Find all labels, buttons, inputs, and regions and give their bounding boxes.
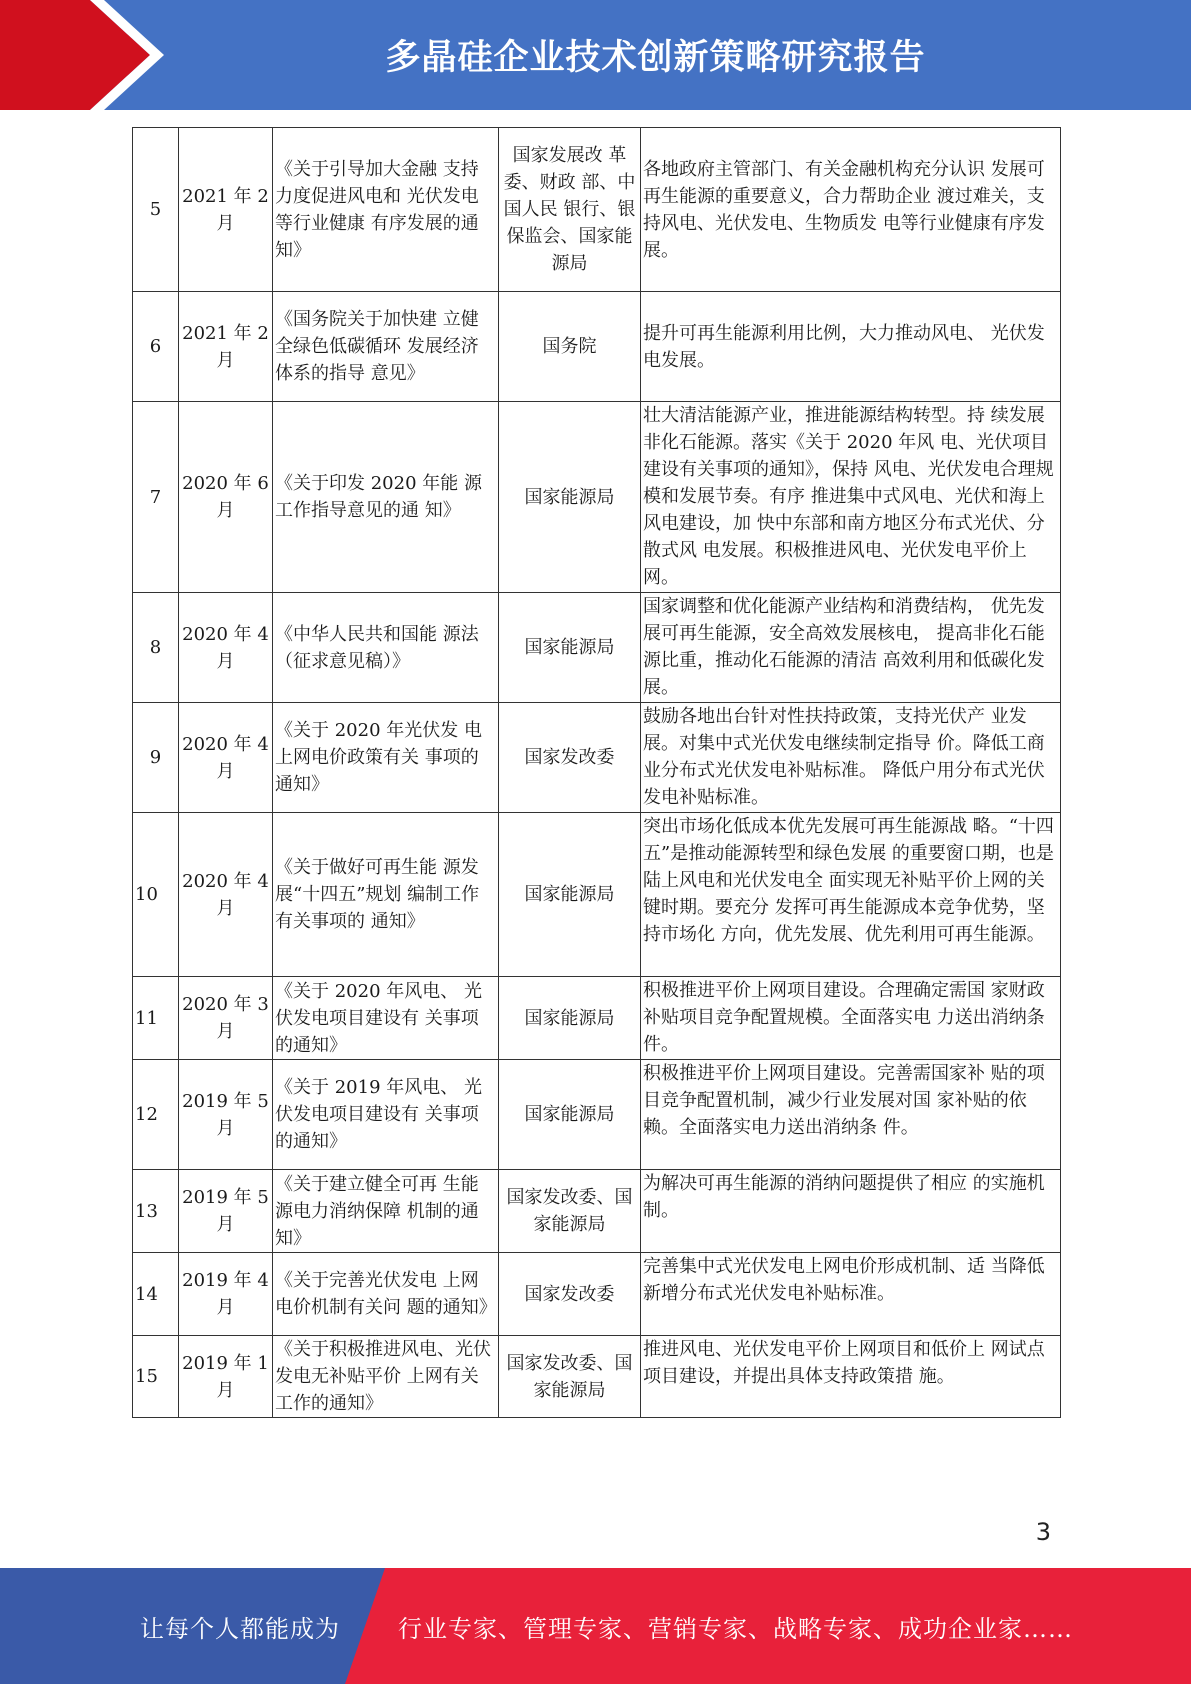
row-content: 积极推进平价上网项目建设。合理确定需国 家财政补贴项目竞争配置规模。全面落实电 力送出消纳条件。: [641, 977, 1061, 1060]
report-title: 多晶硅企业技术创新策略研究报告: [385, 38, 926, 78]
page-number: 3: [1035, 1518, 1051, 1546]
row-policy-title: 《关于印发 2020 年能 源工作指导意见的通 知》: [273, 402, 499, 593]
table-row: [133, 703, 1061, 813]
row-content: 突出市场化低成本优先发展可再生能源战 略。“十四五”是推动能源转型和绿色发展 的重要窗口期，也是陆上风电和光伏发电全 面实现无补贴平价上网的关键时期。要充分 发挥可再生能源成本竞争优势，坚持市场化 方向，优先发展、优先利用可再生能源。: [641, 813, 1061, 977]
row-policy-title: 《关于完善光伏发电 上网电价机制有关问 题的通知》: [273, 1253, 499, 1336]
table-row: [133, 1170, 1061, 1253]
footer-banner: [0, 1568, 1191, 1684]
footer-slogan-right: 行业专家、管理专家、营销专家、战略专家、成功企业家……: [398, 1614, 1073, 1643]
row-policy-title: 《关于做好可再生能 源发展“十四五”规划 编制工作有关事项的 通知》: [273, 813, 499, 977]
row-department: 国家发改委、国家能源局: [499, 1336, 641, 1418]
row-department: 国家发展改 革委、财政 部、中国人民 银行、银保监会、国家能源局: [499, 128, 641, 292]
row-content: 推进风电、光伏发电平价上网项目和低价上 网试点项目建设，并提出具体支持政策措 施。: [641, 1336, 1061, 1418]
row-number: 5: [133, 128, 179, 292]
row-number: 15: [133, 1336, 179, 1418]
row-number: 14: [133, 1253, 179, 1336]
table-row: [133, 1060, 1061, 1170]
table-row: [133, 1253, 1061, 1336]
row-content: 各地政府主管部门、有关金融机构充分认识 发展可再生能源的重要意义，合力帮助企业 渡过难关，支持风电、光伏发电、生物质发 电等行业健康有序发展。: [641, 128, 1061, 292]
row-department: 国家能源局: [499, 1060, 641, 1170]
row-content: 鼓励各地出台针对性扶持政策，支持光伏产 业发展。对集中式光伏发电继续制定指导 价。降低工商业分布式光伏发电补贴标准。 降低户用分布式光伏发电补贴标准。: [641, 703, 1061, 813]
row-department: 国家发改委、国家能源局: [499, 1170, 641, 1253]
row-number: 7: [133, 402, 179, 593]
row-content: 为解决可再生能源的消纳问题提供了相应 的实施机制。: [641, 1170, 1061, 1253]
row-number: 13: [133, 1170, 179, 1253]
row-number: 9: [133, 703, 179, 813]
row-policy-title: 《关于建立健全可再 生能源电力消纳保障 机制的通知》: [273, 1170, 499, 1253]
header-banner: [0, 0, 1191, 110]
row-policy-title: 《国务院关于加快建 立健全绿色低碳循环 发展经济体系的指导 意见》: [273, 292, 499, 402]
row-number: 10: [133, 813, 179, 977]
policy-table: [132, 127, 1061, 1418]
row-date: 2021 年 2 月: [179, 128, 273, 292]
table-row: [133, 128, 1061, 292]
row-department: 国家能源局: [499, 593, 641, 703]
row-department: 国家能源局: [499, 402, 641, 593]
row-date: 2019 年 5 月: [179, 1060, 273, 1170]
row-number: 8: [133, 593, 179, 703]
row-number: 11: [133, 977, 179, 1060]
row-date: 2019 年 1 月: [179, 1336, 273, 1418]
row-policy-title: 《中华人民共和国能 源法（征求意见稿）》: [273, 593, 499, 703]
table-row: [133, 1336, 1061, 1418]
row-date: 2019 年 4 月: [179, 1253, 273, 1336]
row-department: 国家发改委: [499, 1253, 641, 1336]
row-content: 提升可再生能源利用比例，大力推动风电、 光伏发电发展。: [641, 292, 1061, 402]
policy-table-container: [132, 127, 1060, 1418]
row-policy-title: 《关于引导加大金融 支持力度促进风电和 光伏发电等行业健康 有序发展的通知》: [273, 128, 499, 292]
table-row: [133, 977, 1061, 1060]
row-department: 国家发改委: [499, 703, 641, 813]
table-row: [133, 593, 1061, 703]
table-row: [133, 813, 1061, 977]
row-date: 2020 年 4 月: [179, 703, 273, 813]
row-date: 2021 年 2 月: [179, 292, 273, 402]
row-department: 国务院: [499, 292, 641, 402]
row-date: 2020 年 6 月: [179, 402, 273, 593]
row-date: 2020 年 4 月: [179, 593, 273, 703]
row-number: 6: [133, 292, 179, 402]
row-policy-title: 《关于积极推进风电、光伏发电无补贴平价 上网有关工作的通知》: [273, 1336, 499, 1418]
footer-slogan-left: 让每个人都能成为: [140, 1614, 340, 1643]
row-policy-title: 《关于 2020 年光伏发 电上网电价政策有关 事项的通知》: [273, 703, 499, 813]
table-row: [133, 402, 1061, 593]
row-number: 12: [133, 1060, 179, 1170]
row-department: 国家能源局: [499, 977, 641, 1060]
row-content: 完善集中式光伏发电上网电价形成机制、适 当降低新增分布式光伏发电补贴标准。: [641, 1253, 1061, 1336]
row-date: 2020 年 3 月: [179, 977, 273, 1060]
table-row: [133, 292, 1061, 402]
row-date: 2019 年 5 月: [179, 1170, 273, 1253]
row-content: 国家调整和优化能源产业结构和消费结构， 优先发展可再生能源，安全高效发展核电， 提高非化石能源比重，推动化石能源的清洁 高效利用和低碳化发展。: [641, 593, 1061, 703]
row-date: 2020 年 4 月: [179, 813, 273, 977]
row-policy-title: 《关于 2020 年风电、 光伏发电项目建设有 关事项的通知》: [273, 977, 499, 1060]
row-content: 壮大清洁能源产业，推进能源结构转型。持 续发展非化石能源。落实《关于 2020 年风 电、光伏项目建设有关事项的通知》，保持 风电、光伏发电合理规模和发展节奏。有序 推进集中式风电、光伏和海上风电建设，加 快中东部和南方地区分布式光伏、分散式风 电发展。积极推进风电、光伏发电平价上网。: [641, 402, 1061, 593]
row-policy-title: 《关于 2019 年风电、 光伏发电项目建设有 关事项的通知》: [273, 1060, 499, 1170]
row-department: 国家能源局: [499, 813, 641, 977]
row-content: 积极推进平价上网项目建设。完善需国家补 贴的项目竞争配置机制，减少行业发展对国 家补贴的依赖。全面落实电力送出消纳条 件。: [641, 1060, 1061, 1170]
